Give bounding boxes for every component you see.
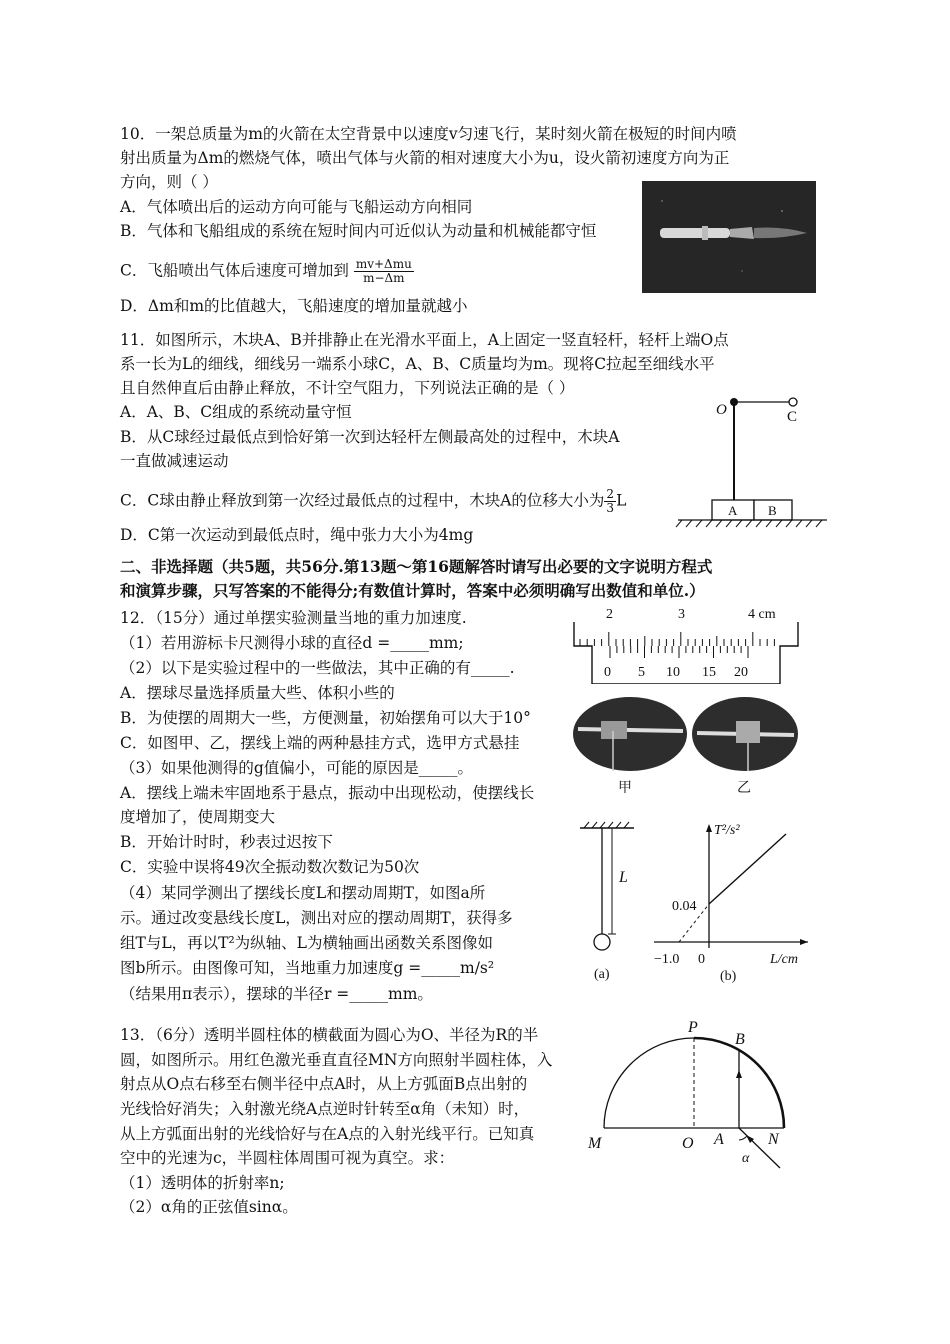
graph-data-line [709,834,786,904]
q11-stem-line-2: 系一长为L的细线，细线另一端系小球C，A、B、C质量均为m。现将C拉起至细线水平 [120,355,715,373]
q13-line-3: 射点从O点右移至右侧半径中点A时，从上方弧面B点出射的 [120,1075,528,1093]
fig13-label-m: M [588,1135,602,1152]
photo-yi [692,697,798,771]
q11-stem-line-3: 且自然伸直后由静止释放，不计空气阻力，下列说法正确的是（ ） [120,379,575,397]
fig13-label-n: N [768,1131,779,1148]
q11-c-denominator: 3 [606,501,615,515]
caliper-main-2: 2 [606,607,613,622]
q12-line-3: （2）以下是实验过程中的一些做法，其中正确的有_____. [120,659,515,677]
caliper-vernier-20: 20 [734,665,748,680]
photo-label-yi: 乙 [737,780,751,796]
fig13-label-b: B [735,1031,745,1048]
graph-ylabel: T²/s² [714,823,740,838]
section2-line-2: 和演算步骤，只写答案的不能得分;有数值计算时，答案中必须明确写出数值和单位.） [120,581,705,600]
q11-stem-line-1: 11．如图所示，木块A、B并排静止在光滑水平面上，A上固定一竖直轻杆，轻杆上端O点 [120,331,729,349]
q12-line-7: （3）如果他测得的g值偏小，可能的原因是_____。 [120,759,474,777]
q11-option-d: D．C第一次运动到最低点时，绳中张力大小为4mg [120,526,474,544]
q12-line-1: 12．（15分）通过单摆实验测量当地的重力加速度. [120,609,467,627]
q13-line-7: （1）透明体的折射率n; [120,1174,285,1192]
q12-line-15: 图b所示。由图像可知，当地重力加速度g =_____m/s² [120,959,495,977]
fig-b-caption: (b) [720,969,737,984]
q11-label-b: B [768,503,777,518]
photo-jia-image [573,697,687,771]
caliper-vernier-0: 0 [604,665,611,680]
q10-stem-line-2: 射出质量为Δm的燃烧气体，喷出气体与火箭的相对速度大小为u，设火箭初速度方向为正 [120,149,730,167]
q11-option-c-text: C．C球由静止释放到第一次经过最低点的过程中，木块A的位移大小为 [120,491,605,510]
q10-option-b: B．气体和飞船组成的系统在短时间内可近似认为动量和机械能都守恒 [120,222,597,240]
q12-line-13: 示。通过改变悬线长度L，测出对应的摆动周期T，获得多 [120,909,513,927]
q10-stem-line-1: 10．一架总质量为m的火箭在太空背景中以速度v匀速飞行，某时刻火箭在极短的时间内喷 [120,125,737,143]
q11-option-a: A．A、B、C组成的系统动量守恒 [120,403,352,421]
fig13-label-p: P [688,1019,698,1036]
q12-line-14: 组T与L，再以T²为纵轴、L为横轴画出函数关系图像如 [120,934,493,952]
q11-figure [672,388,832,530]
q11-c-numerator: 2 [606,487,615,501]
photo-yi-image [692,697,798,771]
caliper-vernier-10: 10 [666,665,680,680]
q11-label-a: A [728,503,738,518]
q11-option-c-suffix: L [616,491,627,510]
graph-y-intercept: 0.04 [672,899,697,914]
fig13-label-o: O [682,1135,694,1152]
q10-c-denominator: m−Δm [363,271,405,285]
caliper-main-3: 3 [678,607,685,622]
q11-label-c: C [787,409,798,425]
caliper-main-4cm: 4 cm [748,607,776,622]
q12-line-9: 度增加了，使周期变大 [120,808,276,826]
q13-line-5: 从上方弧面出射的光线恰好与在A点的入射光线平行。已知真 [120,1125,535,1143]
q10-option-a: A．气体喷出后的运动方向可能与飞船运动方向相同 [120,198,473,216]
fig13-label-alpha: α [742,1151,750,1166]
q12-line-5: B．为使摆的周期大一些，方便测量，初始摆角可以大于10° [120,709,531,727]
q12-line-8: A．摆线上端未牢固地系于悬点，振动中出现松动，使摆线长 [120,784,535,802]
rocket-photo-image [642,181,816,293]
graph-x-intercept: −1.0 [654,952,680,967]
q12-line-10: B．开始计时时，秒表过迟按下 [120,833,333,851]
q13-line-4: 光线恰好消失；入射激光绕A点逆时针转至α角（未知）时， [120,1100,530,1118]
q11-option-b-line-1: B．从C球经过最低点到恰好第一次到达轻杆左侧最高处的过程中，木块A [120,428,620,446]
q12-line-4: A．摆球尽量选择质量大些、体积小些的 [120,684,395,702]
pendulum-figure-a [574,820,638,986]
q13-line-6: 空中的光速为c，半圆柱体周围可视为真空。求： [120,1149,455,1167]
q12-line-16: （结果用π表示），摆球的半径r =_____mm。 [120,985,433,1003]
caliper-vernier-15: 15 [702,665,716,680]
half-cylinder-figure [582,1010,792,1175]
q13-line-8: （2）α角的正弦值sinα。 [120,1198,298,1216]
caliper-vernier-5: 5 [638,665,645,680]
fig-a-label-l: L [619,869,628,886]
graph-figure-b [648,818,818,986]
rocket-photo [642,181,816,293]
q11-option-c [120,488,626,515]
section2-line-1: 二、非选择题（共5题，共56分.第13题～第16题解答时请写出必要的文字说明方程式 [120,557,713,576]
q11-label-o: O [716,402,727,418]
graph-xlabel: L/cm [770,952,798,967]
q12-line-2: （1）若用游标卡尺测得小球的直径d =_____mm; [120,634,464,652]
q11-option-c-fraction [604,488,616,515]
q13-line-2: 圆，如图所示。用红色激光垂直直径MN方向照射半圆柱体，入 [120,1051,553,1069]
fig-a-caption: (a) [594,967,610,982]
q10-option-c-text: C．飞船喷出气体后速度可增加到 [120,261,349,280]
q11-option-b-line-2: 一直做减速运动 [120,452,229,470]
q10-option-d: D．Δm和m的比值越大，飞船速度的增加量就越小 [120,297,468,315]
vernier-caliper [570,602,802,684]
q10-stem-line-3: 方向，则（ ） [120,173,218,191]
q13-line-1: 13．（6分）透明半圆柱体的横截面为圆心为O、半径为R的半 [120,1026,539,1044]
q10-c-numerator: mv+Δmu [355,257,412,271]
graph-origin: 0 [698,952,705,967]
q10-option-c [120,258,414,285]
q12-line-12: （4）某同学测出了摆线长度L和摆动周期T，如图a所 [120,884,486,902]
fig13-label-a: A [714,1131,724,1148]
photo-jia [573,697,687,771]
q12-line-11: C．实验中误将49次全振动数次数记为50次 [120,858,420,876]
photo-label-jia: 甲 [618,780,632,796]
q12-line-6: C．如图甲、乙，摆线上端的两种悬挂方式，选甲方式悬挂 [120,734,520,752]
q10-option-c-fraction [354,258,414,285]
